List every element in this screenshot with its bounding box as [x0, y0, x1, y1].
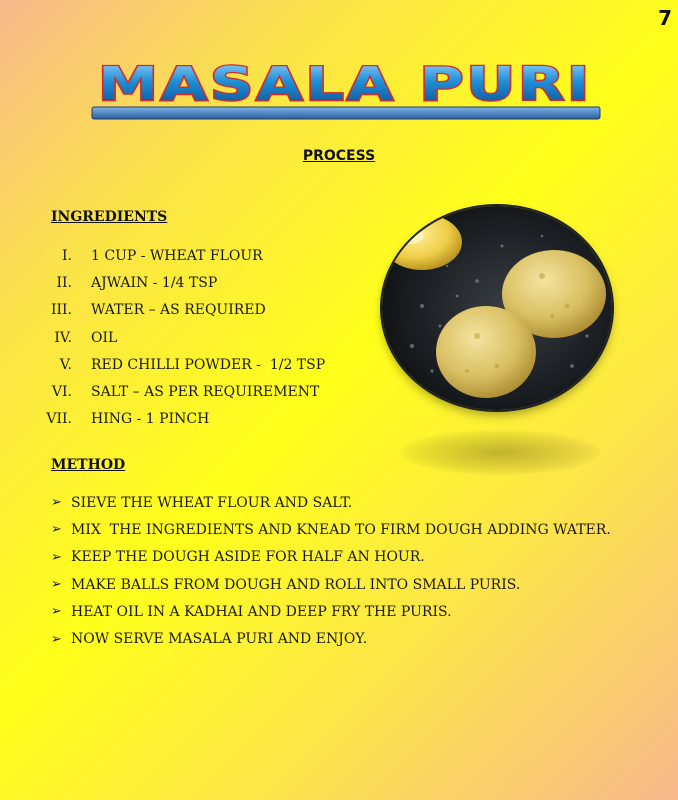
method-step-text: MIX THE INGREDIENTS AND KNEAD TO FIRM DOUGH ADDING WATER. — [71, 521, 611, 538]
ingredient-text: WATER – AS REQUIRED — [91, 302, 266, 319]
method-step-text: HEAT OIL IN A KADHAI AND DEEP FRY THE PURIS. — [71, 603, 452, 620]
photo-reflection-shadow — [400, 430, 600, 475]
puri-frying-photo — [382, 206, 612, 410]
ingredient-text: RED CHILLI POWDER - 1/2 TSP — [91, 356, 326, 373]
ingredient-text: HING - 1 PINCH — [91, 411, 210, 428]
method-step — [51, 516, 611, 543]
ingredient-number: II. — [56, 274, 72, 291]
ingredient-number: VI. — [51, 384, 72, 401]
title-banner — [88, 58, 602, 128]
ingredient-text: SALT – AS PER REQUIREMENT — [91, 384, 320, 401]
method-list — [51, 489, 611, 653]
title-wordart — [88, 58, 602, 128]
ingredient-item — [40, 242, 325, 269]
ingredient-text: OIL — [91, 329, 118, 346]
ingredients-heading: INGREDIENTS — [51, 209, 168, 225]
ingredient-text: 1 CUP - WHEAT FLOUR — [91, 247, 263, 264]
page-title: MASALA PURI — [98, 58, 592, 111]
puri-photo-illustration — [382, 206, 612, 410]
ingredient-item — [40, 351, 325, 378]
ingredient-item — [40, 324, 325, 351]
ingredient-item — [40, 406, 325, 433]
method-step — [51, 598, 611, 625]
section-subtitle: PROCESS — [302, 148, 376, 164]
ingredient-number: IV. — [54, 329, 72, 346]
arrow-bullet-icon: ➢ — [51, 549, 62, 565]
method-step-text: MAKE BALLS FROM DOUGH AND ROLL INTO SMALL PURIS. — [71, 576, 521, 593]
method-heading: METHOD — [51, 457, 126, 473]
ingredient-list — [40, 242, 325, 433]
method-step-text: KEEP THE DOUGH ASIDE FOR HALF AN HOUR. — [71, 549, 425, 566]
method-step — [51, 625, 611, 652]
method-step — [51, 544, 611, 571]
arrow-bullet-icon: ➢ — [51, 631, 62, 647]
method-step-text: NOW SERVE MASALA PURI AND ENJOY. — [71, 631, 368, 648]
ingredient-number: V. — [59, 356, 72, 373]
arrow-bullet-icon: ➢ — [51, 577, 62, 593]
arrow-bullet-icon: ➢ — [51, 604, 62, 620]
ingredient-number: VII. — [46, 411, 72, 428]
ingredient-item — [40, 269, 325, 296]
ingredient-number: III. — [50, 302, 72, 319]
ingredient-number: I. — [62, 247, 72, 264]
arrow-bullet-icon: ➢ — [51, 522, 62, 538]
arrow-bullet-icon: ➢ — [51, 495, 62, 511]
ingredient-text: AJWAIN - 1/4 TSP — [91, 274, 218, 291]
ingredient-item — [40, 297, 325, 324]
method-step — [51, 571, 611, 598]
method-step-text: SIEVE THE WHEAT FLOUR AND SALT. — [71, 494, 353, 511]
method-step — [51, 489, 611, 516]
page-number: 7 — [658, 6, 672, 30]
ingredient-item — [40, 378, 325, 405]
